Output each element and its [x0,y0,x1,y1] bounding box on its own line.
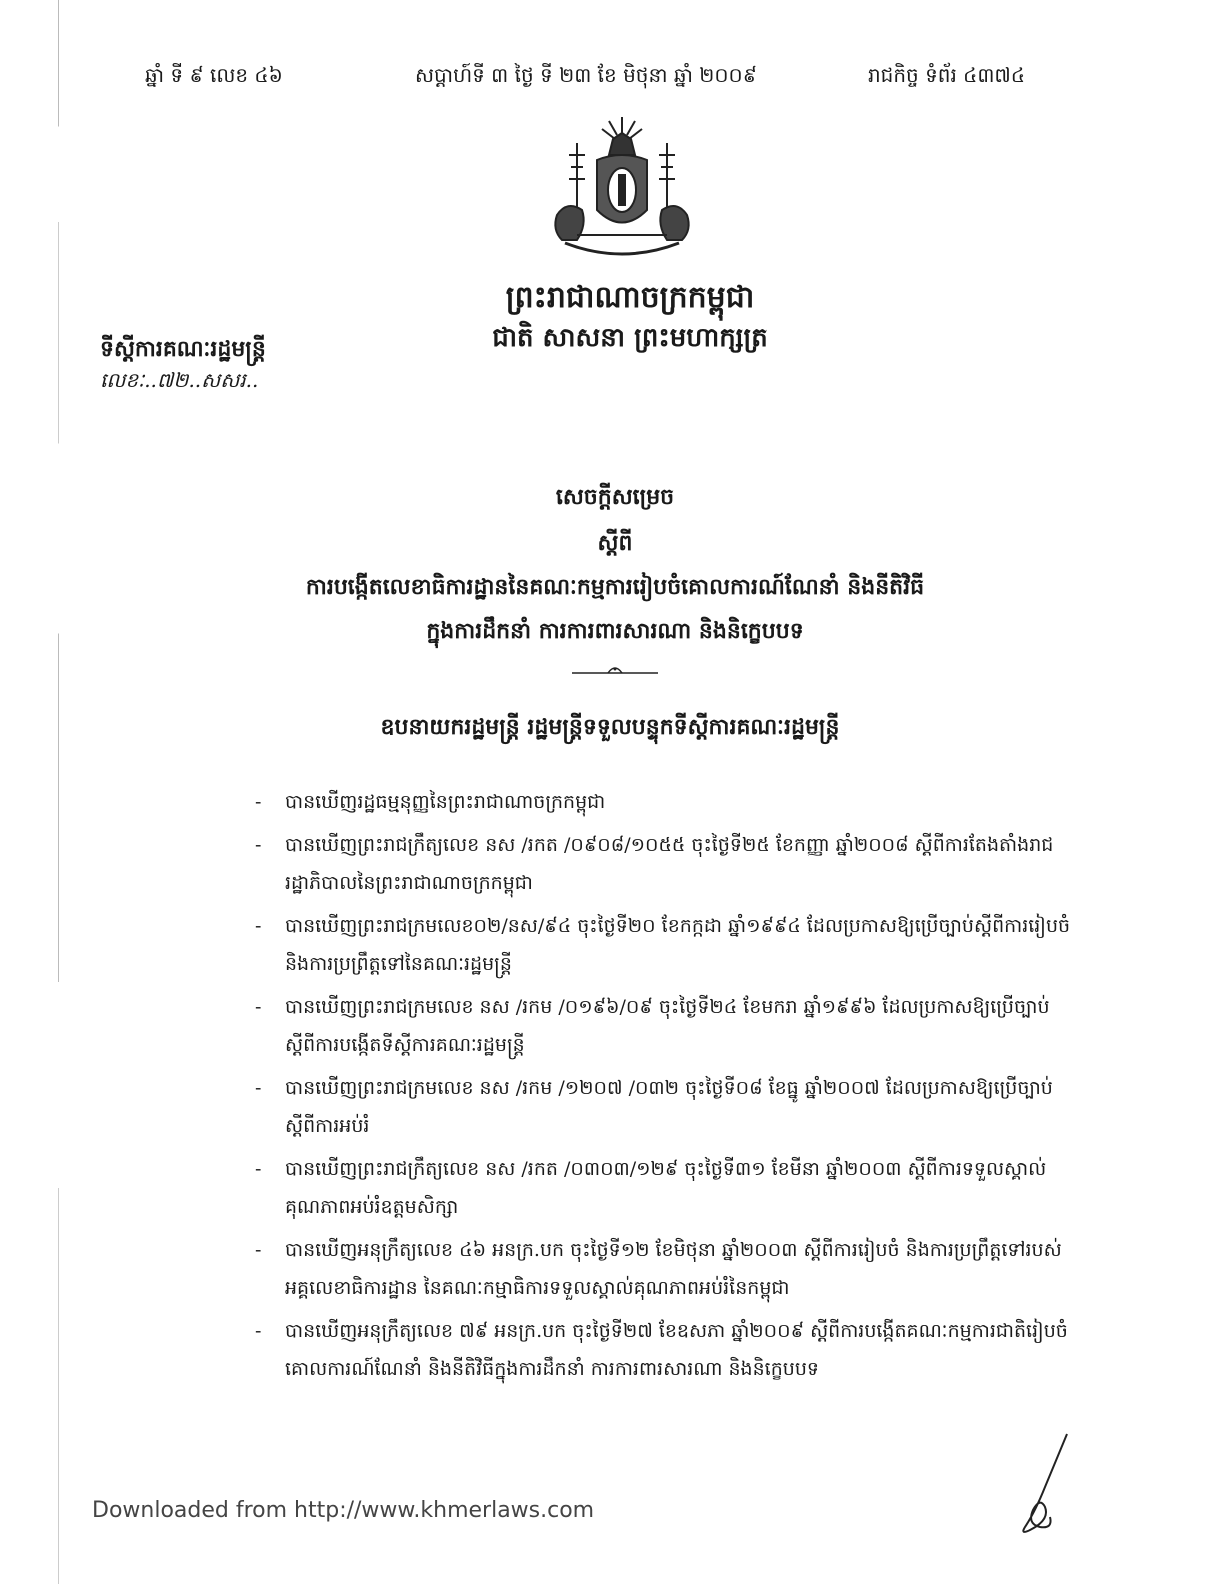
clause-bullet: - [255,996,262,1018]
clause-text: បានឃើញអនុក្រឹត្យលេខ ៧៩ អនក្រ.បក ចុះថ្ងៃទី២៧ ខែឧសភា ឆ្នាំ២០០៩ ស្តីពីការបង្កើតគណៈកម្មការជាតិរៀបចំគោលការណ៍ណែនាំ និងនីតិវិធីក្នុងការដឹកនាំ ការការពារសារណា និងនិក្ខេបបទ [285,1320,1068,1380]
preamble-clause [255,1231,1075,1307]
preamble-clause [255,783,1075,821]
clause-text: បានឃើញព្រះរាជក្រមលេខ នស /រកម /១២០៧ /០៣២ ចុះថ្ងៃទី០៨ ខែធ្នូ ឆ្នាំ២០០៧ ដែលប្រកាសឱ្យប្រើច្បាប់ ស្តីពីការអប់រំ [285,1077,1053,1137]
gazette-page: រាជកិច្ច ទំព័រ ៤៣៧៤ [867,63,1025,87]
clause-text: បានឃើញអនុក្រឹត្យលេខ ៤៦ អនក្រ.បក ចុះថ្ងៃទី១២ ខែមិថុនា ឆ្នាំ២០០៣ ស្តីពីការរៀបចំ និងការប្រព្រឹត្តទៅរបស់អគ្គលេខាធិការដ្ឋាន នៃគណៈកម្មាធិការទទួលស្គាល់គុណភាពអប់រំនៃកម្ពុជា [285,1239,1062,1299]
clause-bullet: - [255,834,262,856]
title-subject-line-1: ការបង្កើតលេខាធិការដ្ឋាននៃគណៈកម្មការរៀបចំគោលការណ៍ណែនាំ និងនីតិវិធី [305,574,925,600]
clause-bullet: - [255,1158,262,1180]
kingdom-name: ព្រះរាជាណាចក្រកម្ពុជា [505,280,755,315]
clause-text: បានឃើញព្រះរាជក្រមលេខ នស /រកម /០១៩៦/០៩ ចុះថ្ងៃទី២៤ ខែមករា ឆ្នាំ១៩៩៦ ដែលប្រកាសឱ្យប្រើច្បាប់ ស្តីពីការបង្កើតទីស្តីការគណៈរដ្ឋមន្ត្រី [285,996,1050,1056]
scan-edge-line [58,0,59,1584]
signatory-title: ឧបនាយករដ្ឋមន្ត្រី រដ្ឋមន្ត្រីទទួលបន្ទុកទីស្តីការគណៈរដ្ឋមន្ត្រី [380,714,840,740]
preamble-clause [255,826,1075,902]
clause-bullet: - [255,1320,262,1342]
divider-ornament-icon [570,663,660,679]
issuing-office [100,333,266,395]
clause-text: បានឃើញព្រះរាជក្រឹត្យលេខ នស /រកត /០៩០៨/១០៥៥ ចុះថ្ងៃទី២៥ ខែកញ្ញា ឆ្នាំ២០០៨ ស្តីពីការតែងតាំងរាជរដ្ឋាភិបាលនៃព្រះរាជាណាចក្រកម្ពុជា [285,834,1054,894]
clause-text: បានឃើញរដ្ឋធម្មនុញ្ញនៃព្រះរាជាណាចក្រកម្ពុជា [285,791,606,813]
clause-bullet: - [255,1077,262,1099]
clause-bullet: - [255,915,262,937]
ministry-name: ទីស្តីការគណៈរដ្ឋមន្ត្រី [100,336,266,362]
document-number: លេខៈ..៧២..សសរ.. [100,368,259,392]
clause-text: បានឃើញព្រះរាជក្រឹត្យលេខ នស /រកត /០៣០៣/១២៩ ចុះថ្ងៃទី៣១ ខែមីនា ឆ្នាំ២០០៣ ស្តីពីការទទួលស្គាល់គុណភាពអប់រំឧត្តមសិក្សា [285,1158,1047,1218]
clause-text: បានឃើញព្រះរាជក្រមលេខ០២/នស/៩៤ ចុះថ្ងៃទី២០ ខែកក្កដា ឆ្នាំ១៩៩៤ ដែលប្រកាសឱ្យប្រើច្បាប់ស្តីពីការរៀបចំ និងការប្រព្រឹត្តទៅនៃគណៈរដ្ឋមន្ត្រី [285,915,1071,975]
source-footer: Downloaded from http://www.khmerlaws.com [92,1498,595,1523]
gazette-header [145,62,1025,98]
title-subject-line-2: ក្នុងការដឹកនាំ ការការពារសារណា និងនិក្ខេបបទ [426,618,804,644]
preamble-clause [255,907,1075,983]
preamble-clause [255,1069,1075,1145]
preamble-clause [255,988,1075,1064]
title-on: ស្តីពី [597,530,633,556]
preamble-clause [255,1150,1075,1226]
title-decision: សេចក្តីសម្រេច [555,484,675,510]
clause-bullet: - [255,1239,262,1261]
decision-title [150,475,1080,679]
kingdom-heading [440,278,820,356]
preamble-clauses [255,783,1075,1393]
gazette-issue: ឆ្នាំ ទី ៩ លេខ ៤៦ [145,63,283,87]
royal-coat-of-arms-icon [547,115,697,265]
initial-signature-icon [1005,1432,1080,1537]
preamble-clause [255,1312,1075,1388]
clause-bullet: - [255,791,262,813]
national-motto: ជាតិ សាសនា ព្រះមហាក្សត្រ [492,323,768,353]
gazette-date: សប្តាហ៍ទី ៣ ថ្ងៃ ទី ២៣ ខែ មិថុនា ឆ្នាំ ២០០៩ [415,63,757,87]
